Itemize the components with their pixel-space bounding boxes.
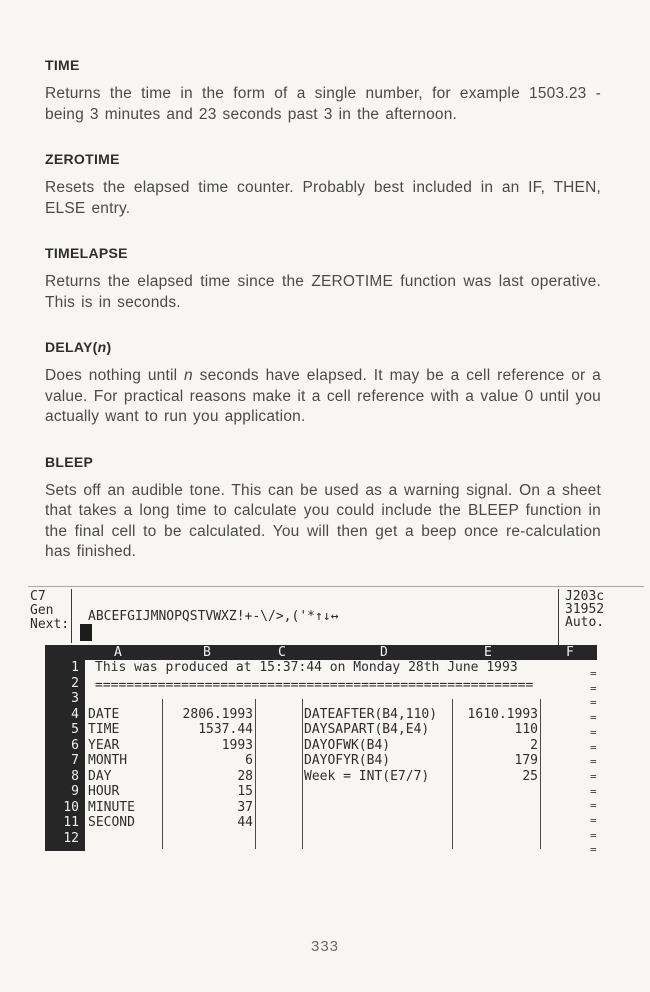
cell-b10: 37 [237,799,253,815]
section-body-delay [45,366,601,428]
status-divider-right [558,589,559,645]
cell-a8: DAY [88,768,112,784]
cell-d5: DAYSAPART(B4,E4) [304,722,430,737]
row-number-4: 4 [71,706,79,722]
charset-line: ABCEFGIJMNOPQSTVWXZ!+-\/>,('*↑↓↔ [88,609,339,624]
cell-a7: MONTH [88,753,128,768]
row-number-5: 5 [71,722,79,737]
column-header-D: D [380,645,388,660]
cell-a6: YEAR [88,737,120,753]
cell-a10: MINUTE [88,799,135,815]
continuation-mark: = [590,784,597,798]
block-cursor [80,624,92,641]
column-header-C: C [278,645,286,660]
row-number-10: 10 [63,799,79,815]
continuation-mark: = [590,814,597,827]
cell-b9: 15 [237,784,253,799]
delay-body-post: seconds have elapsed. It may be a cell reference or a value. For practical reasons make it a cell reference with a value 0 until you actually want to run you application. [45,367,601,425]
continuation-mark: = [590,696,597,710]
row-number-12: 12 [63,830,79,846]
cell-a4: DATE [88,706,120,722]
section-heading-time: TIME [45,57,80,73]
continuation-mark: = [590,711,597,725]
cell-d6: DAYOFWK(B4) [304,737,391,753]
cell-e7: 179 [514,753,538,768]
page-number: 333 [310,938,340,955]
cell-e6: 2 [530,737,538,753]
row-number-3: 3 [71,691,79,706]
section-body-time: Returns the time in the form of a single number, for example 1503.23 - being 3 minutes and 23 seconds past 3 in the afternoon. [45,85,601,123]
section-heading-timelapse: TIMELAPSE [45,245,128,261]
cell-b4: 2806.1993 [182,706,253,722]
delay-body-arg: n [184,367,193,384]
section-heading-bleep: BLEEP [45,453,94,470]
column-header-B: B [203,645,211,660]
column-divider-5 [540,699,541,849]
section-heading-delay [45,339,601,355]
cell-b11: 44 [237,815,253,830]
continuation-mark: = [590,681,597,695]
cell-title-row: This was produced at 15:37:44 on Monday 28th June 1993 [95,660,518,675]
manual-text-column [45,57,601,563]
row-number-11: 11 [63,815,79,830]
current-cell-ref: C7 [30,589,46,604]
cell-b5: 1537.44 [198,722,253,737]
continuation-mark: = [590,667,597,680]
spreadsheet-screenshot [28,586,644,875]
column-divider-4 [452,699,453,849]
cell-a11: SECOND [88,815,135,830]
delay-heading-pre: DELAY( [45,339,98,355]
cell-d4: DATEAFTER(B4,110) [304,706,438,722]
cell-b6: 1993 [221,737,253,753]
section-body-bleep: Sets off an audible tone. This can be used as a warning signal. On a sheet that takes a long time to calculate you could include the BLEEP function in the final cell to be calculated. You will then get a beep once re-calculation has finished. [45,481,601,560]
cell-a9: HOUR [88,784,120,799]
delay-body-pre: Does nothing until [45,367,185,384]
status-right-value: 31952 [565,602,605,617]
row-number-7: 7 [71,753,79,768]
continuation-mark: = [590,725,597,739]
section-body-timelapse: Returns the elapsed time since the ZEROTIME function was last operative. This is in seconds. [45,273,601,311]
row-number-gutter [45,645,85,851]
cell-d7: DAYOFYR(B4) [304,753,391,768]
cell-b8: 28 [237,768,253,784]
row-number-6: 6 [71,737,79,753]
cell-d8: Week = INT(E7/7) [304,768,430,784]
status-right-cell: J203c [565,589,605,604]
section-heading-zerotime: ZEROTIME [45,151,120,167]
column-header-F: F [566,645,574,660]
cell-a5: TIME [88,722,120,737]
column-divider-1 [162,699,163,849]
format-mode-label: Gen [30,603,54,618]
cell-e8: 25 [522,768,538,784]
row-number-8: 8 [71,768,79,784]
delay-heading-post: ) [106,339,112,355]
column-divider-2 [255,699,256,849]
status-right-recalc: Auto. [565,615,605,630]
cell-separator-row: ======================================================== [95,677,534,693]
delay-heading-arg: n [97,339,107,355]
next-prompt: Next: [30,617,70,632]
cell-b7: 6 [245,753,253,768]
row-number-2: 2 [71,675,79,691]
cell-e4: 1610.1993 [467,706,538,722]
row-number-1: 1 [71,660,79,675]
column-header-A: A [114,645,122,660]
column-header-bar [45,645,597,660]
row-number-9: 9 [71,784,79,799]
continuation-mark: = [590,755,597,769]
continuation-mark: = [590,799,597,813]
section-body-zerotime: Resets the elapsed time counter. Probably best included in an IF, THEN, ELSE entry. [45,179,601,217]
column-divider-3 [302,699,303,849]
column-header-E: E [484,645,492,660]
continuation-mark: = [590,740,597,754]
continuation-mark: = [590,843,597,857]
status-divider-left [71,589,72,643]
continuation-mark: = [590,828,597,842]
cell-e5: 110 [514,722,538,737]
continuation-mark: = [590,769,597,783]
